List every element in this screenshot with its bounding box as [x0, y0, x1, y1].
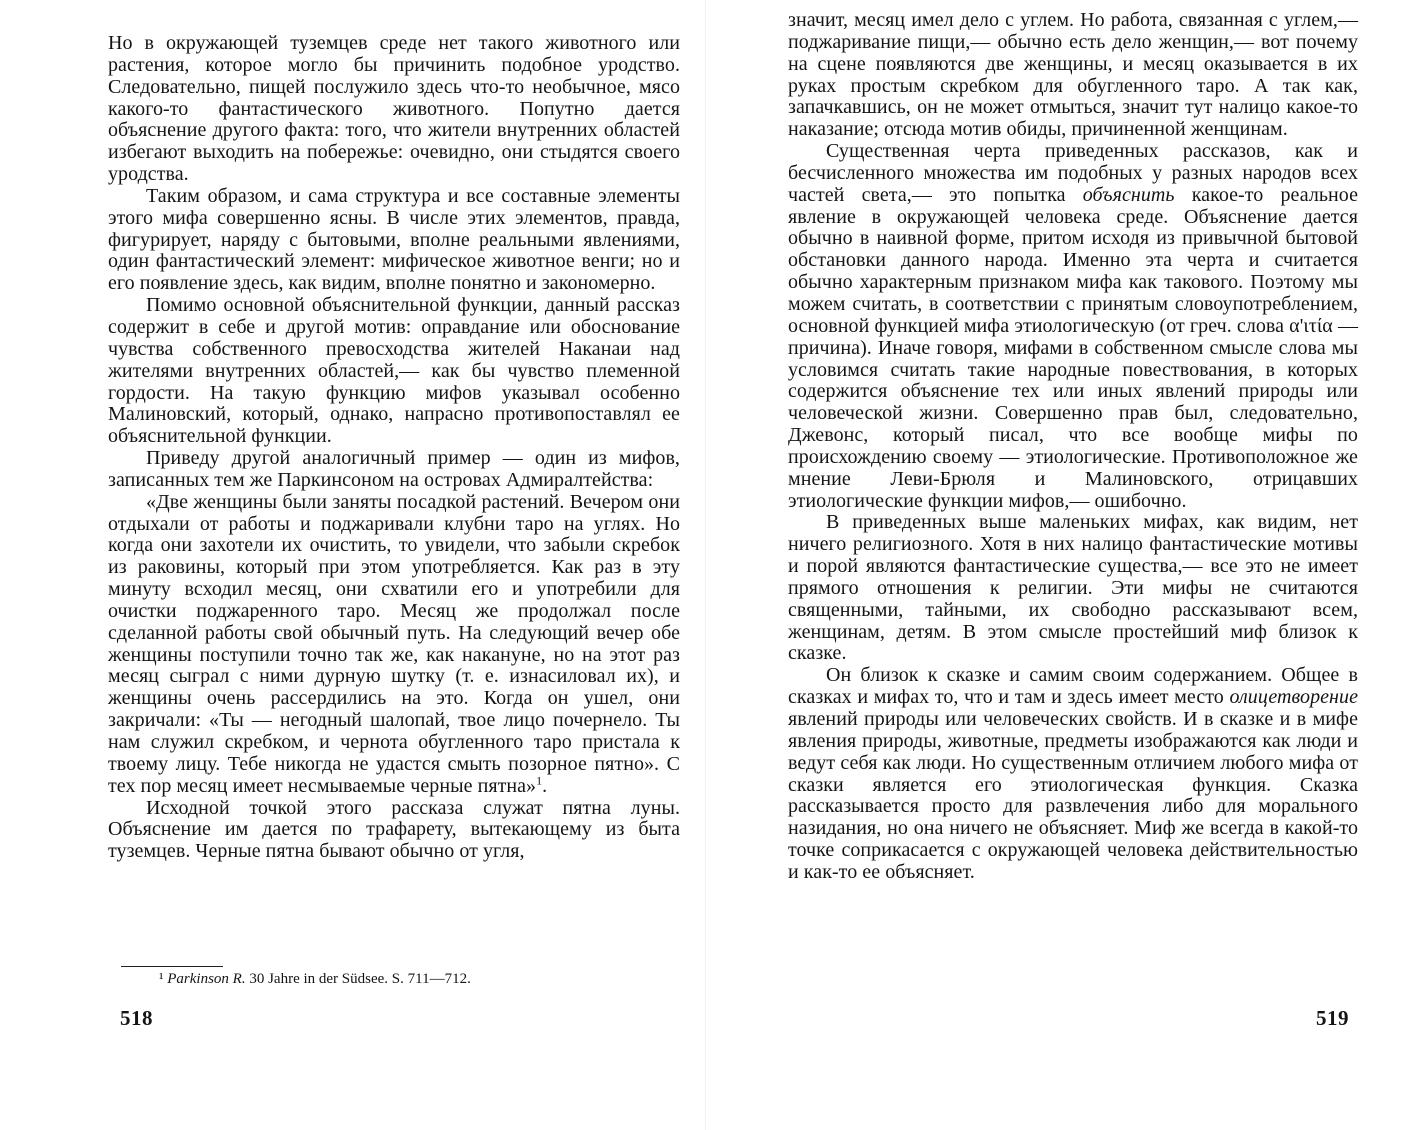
- left-page: [0, 0, 706, 1130]
- footnote-divider: [121, 966, 223, 967]
- paragraph: Он близок к сказке и самим своим содержанием. Общее в сказках и мифах то, что и там и здесь имеет место олицетворение явлений природы или человеческих свойств. И в сказке и в мифе явления природы, животные, предметы изображаются как люди и ведут себя как люди. Но существенным отличием любого мифа от сказки является его этиологическая функция. Сказка рассказывается просто для развлечения либо для морального назидания, но она ничего не объясняет. Миф же всегда в какой-то точке соприкасается с окружающей человека действительностью и как-то ее объясняет.: [788, 664, 1358, 883]
- paragraph: Таким образом, и сама структура и все составные элементы этого мифа совершенно ясны. В числе этих элементов, правда, фигурирует, наряду с бытовыми, вполне реальными явлениями, один фантастический элемент: мифическое животное венги; но и его появление здесь, как видим, вполне понятно и закономерно.: [108, 184, 680, 295]
- page-number: 518: [120, 1006, 153, 1030]
- right-page-body: [788, 10, 1358, 884]
- left-page-body: [108, 33, 680, 863]
- paragraph: Помимо основной объяснительной функции, данный рассказ содержит в себе и другой мотив: оправдание или обоснование чувства собственного превосходства жителей Наканаи над жителями внутренних областей,— как бы чувство племенной гордости. На такую функцию мифов указывал особенно Малиновский, который, однако, напрасно противопоставлял ее объяснительной функции.: [108, 294, 680, 448]
- paragraph: Исходной точкой этого рассказа служат пятна луны. Объяснение им дается по трафарету, вытекающему из быта туземцев. Черные пятна бывают обычно от угля,: [108, 796, 680, 863]
- paragraph: значит, месяц имел дело с углем. Но работа, связанная с углем,— поджаривание пищи,— обычно есть дело женщин,— вот почему на сцене появляются две женщины, и месяц оказывается в их руках простым скребком для обугленного таро. А так как, запачкавшись, он не может отмыться, значит тут налицо какое-то наказание; отсюда мотив обиды, причиненной женщинам.: [788, 9, 1358, 141]
- footnote-reference[interactable]: 1: [536, 773, 543, 788]
- page-number: 519: [1316, 1006, 1349, 1030]
- footnote: [121, 970, 681, 988]
- paragraph: Существенная черта приведенных рассказов, как и бесчисленного множества им подобных у разных народов всех частей света,— это попытка объяснить какое-то реальное явление в окружающей человека среде. Объяснение дается обычно в наивной форме, притом исходя из привычной бытовой обстановки данного народа. Именно эта черта и считается обычно характерным признаком мифа как такового. Поэтому мы можем считать, в соответствии с принятым словоупотреблением, основной функцией мифа этиологическую (от греч. слова α'ιτία — причина). Иначе говоря, мифами в собственном смысле слова мы условимся считать такие народные повествования, в которых содержится объяснение тех или иных явлений природы или человеческой жизни. Совершенно прав был, следовательно, Джевонс, который писал, что все вообще мифы по происхождению своему — этиологические. Противоположное же мнение Леви-Брюля и Малиновского, отрицавших этиологические функции мифов,— ошибочно.: [788, 140, 1358, 512]
- footnote-marker: ¹: [159, 971, 164, 987]
- paragraph: Приведу другой аналогичный пример — один из мифов, записанных тем же Паркинсоном на островах Адмиралтейства:: [108, 447, 680, 491]
- footnote-author: Parkinson R.: [167, 971, 246, 987]
- emphasis: объяснить: [1082, 183, 1175, 206]
- quote-text: «Две женщины были заняты посадкой растений. Вечером они отдыхали от работы и поджаривали клубни таро на углях. Но когда они захотели их очистить, то увидели, что забыли скребок из раковины, который при этом употребляется. Как раз в эту минуту всходил месяц, они схватили его и употребили для очистки поджаренного таро. Месяц же продолжал после сделанной работы свой обычный путь. На следующий вечер обе женщины поступили точно так же, как накануне, но на этот раз месяц сыграл с ними дурную шутку (т. е. изнасиловал их), и женщины очень рассердились на это. Когда он ушел, они закричали: «Ты — негодный шалопай, твое лицо почернело. Ты нам служил скребком, и чернота обугленного таро пристала к твоему лицу. Тебе никогда не удастся смыть позорное пятно». С тех пор месяц имеет несмываемые черные пятна»: [108, 490, 680, 797]
- paragraph: В приведенных выше маленьких мифах, как видим, нет ничего религиозного. Хотя в них налицо фантастические мотивы и порой являются фантастические существа,— все это не имеет прямого отношения к религии. Эти мифы не считаются священными, тайными, их свободно рассказывают всем, женщинам, детям. В этом смысле простейший миф близок к сказке.: [788, 511, 1358, 665]
- paragraph-quote: «Две женщины были заняты посадкой растений. Вечером они отдыхали от работы и поджаривали клубни таро на углях. Но когда они захотели их очистить, то увидели, что забыли скребок из раковины, который при этом употребляется. Как раз в эту минуту всходил месяц, они схватили его и употребили для очистки поджаренного таро. Месяц же продолжал после сделанной работы свой обычный путь. На следующий вечер обе женщины поступили точно так же, как накануне, но на этот раз месяц сыграл с ними дурную шутку (т. е. изнасиловал их), и женщины очень рассердились на это. Когда он ушел, они закричали: «Ты — негодный шалопай, твое лицо почернело. Ты нам служил скребком, и чернота обугленного таро пристала к твоему лицу. Тебе никогда не удастся смыть позорное пятно». С тех пор месяц имеет несмываемые черные пятна»$^1$.: [108, 490, 680, 797]
- paragraph: Но в окружающей туземцев среде нет такого животного или растения, которое могло бы причинить подобное уродство. Следовательно, пищей послужило здесь что-то необычное, мясо какого-то фантастического животного. Попутно дается объяснение другого факта: того, что жители внутренних областей избегают выходить на побережье: очевидно, они стыдятся своего уродства.: [108, 32, 680, 186]
- emphasis: олицетворение: [1229, 686, 1358, 709]
- right-page: [706, 0, 1413, 1130]
- footnote-text: 30 Jahre in der Südsee. S. 711—712.: [249, 971, 471, 987]
